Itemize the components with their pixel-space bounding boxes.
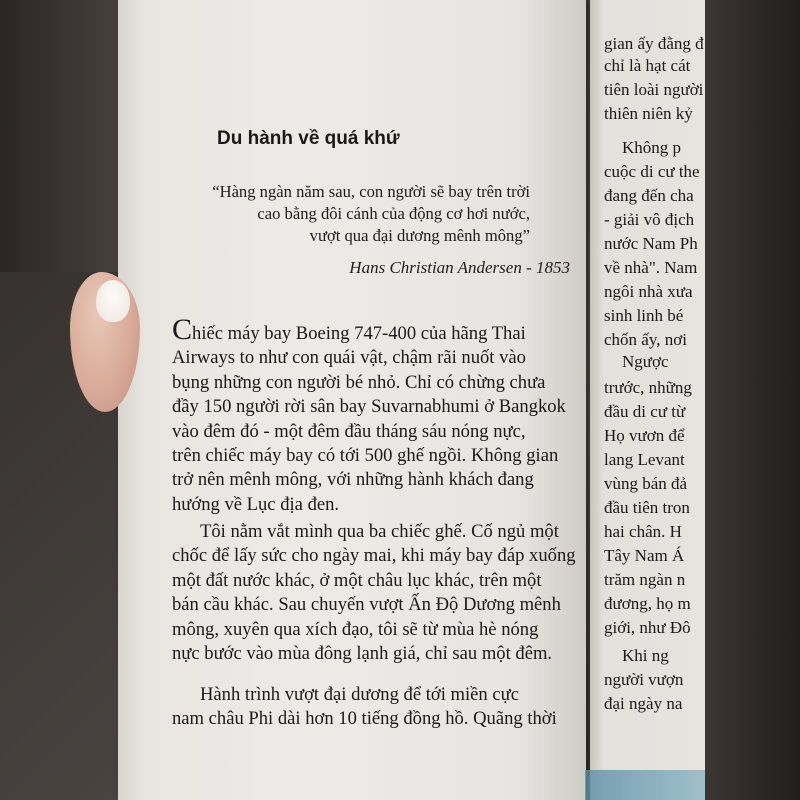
- right-page-line: đại ngày na: [604, 694, 683, 713]
- right-page-line: chốn ấy, nơi: [604, 330, 687, 349]
- epigraph-line: vượt qua đại dương mênh mông”: [309, 226, 530, 245]
- epigraph-line: cao bằng đôi cánh của động cơ hơi nước,: [257, 204, 530, 223]
- paragraph-line: bán cầu khác. Sau chuyến vượt Ấn Độ Dương mênh: [172, 594, 561, 616]
- right-page-line: về nhà". Nam: [604, 258, 698, 277]
- right-page-line: sinh linh bé: [604, 306, 684, 325]
- right-page-line: ngôi nhà xưa: [604, 282, 693, 301]
- epigraph-line: “Hàng ngàn năm sau, con người sẽ bay trên trời: [212, 182, 530, 201]
- right-page-line: đang đến cha: [604, 186, 694, 205]
- drop-cap: C: [172, 313, 193, 346]
- paragraph-line: nực bước vào mùa đông lạnh giá, chỉ sau một đêm.: [172, 643, 553, 665]
- right-page-line: - giải vô địch: [604, 210, 695, 229]
- paragraph-1: [172, 313, 592, 517]
- right-page-line: trăm ngàn n: [604, 570, 686, 589]
- right-page-line: Tây Nam Á: [604, 546, 685, 565]
- section-heading: Du hành về quá khứ: [217, 128, 400, 149]
- right-page-line: chỉ là hạt cát: [604, 56, 691, 75]
- paragraph-line: đầy 150 người rời sân bay Suvarnabhumi ở Bangkok: [172, 396, 566, 418]
- paragraph-line: một đất nước khác, ở một châu lục khác, trên một: [172, 569, 542, 591]
- paragraph-line: hướng về Lục địa đen.: [172, 493, 340, 515]
- right-page-line: Không p: [622, 138, 682, 157]
- right-page-line: vùng bán đả: [604, 474, 688, 493]
- right-page-line: nước Nam Ph: [604, 234, 698, 253]
- paragraph-3: [172, 683, 592, 732]
- right-page-line: lang Levant: [604, 450, 685, 469]
- right-page-line: cuộc di cư the: [604, 162, 700, 181]
- right-page-line: Khi ng: [622, 646, 669, 665]
- right-page-text: [604, 34, 705, 734]
- paragraph-line: trở nên mênh mông, với những hành khách đang: [172, 469, 534, 491]
- paragraph-2: [172, 520, 592, 666]
- right-page-line: Ngược: [622, 352, 669, 371]
- right-page-line: người vượn: [604, 670, 684, 689]
- epigraph-attribution: Hans Christian Andersen - 1853: [349, 258, 570, 277]
- paragraph-line: nam châu Phi dài hơn 10 tiếng đồng hồ. Quãng thời: [172, 708, 557, 730]
- paragraph-line: mông, xuyên qua xích đạo, tôi sẽ từ mùa hè nóng: [172, 618, 539, 640]
- paragraph-line: Tôi nằm vắt mình qua ba chiếc ghế. Cố ngủ một: [200, 521, 559, 542]
- epigraph: [178, 181, 530, 247]
- right-page-line: gian ấy đằng đ: [604, 34, 704, 53]
- right-page-line: trước, những: [604, 378, 692, 397]
- right-page-line: hai chân. H: [604, 522, 682, 541]
- paragraph-line: vào đêm đó - một đêm đầu tháng sáu nóng nực,: [172, 420, 526, 442]
- fingernail-image: [96, 280, 130, 322]
- paragraph-line: trên chiếc máy bay có tới 500 ghế ngồi. Không gian: [172, 445, 559, 467]
- right-page-line: tiên loài người: [604, 80, 704, 99]
- bottom-cover-edge: [585, 770, 705, 800]
- paragraph-line: Chiếc máy bay Boeing 747-400 của hãng Thai: [172, 313, 526, 346]
- right-page-line: đầu di cư từ: [604, 402, 686, 421]
- dark-left-edge: [0, 0, 118, 272]
- right-page-line: thiên niên kỷ: [604, 104, 693, 123]
- right-page-line: đầu tiên tron: [604, 498, 690, 517]
- right-page-line: giới, như Đô: [604, 618, 691, 637]
- paragraph-line: chốc để lấy sức cho ngày mai, khi máy bay đáp xuống: [172, 545, 576, 567]
- right-page-line: đương, họ m: [604, 594, 691, 613]
- paragraph-line: Airways to như con quái vật, chậm rãi nuốt vào: [172, 347, 526, 369]
- right-shadow: [705, 0, 800, 800]
- paragraph-line: bụng những con người bé nhỏ. Chỉ có chừng chưa: [172, 371, 546, 393]
- right-page-line: Họ vươn để: [604, 426, 685, 445]
- paragraph-line: Hành trình vượt đại dương để tới miền cực: [200, 684, 519, 705]
